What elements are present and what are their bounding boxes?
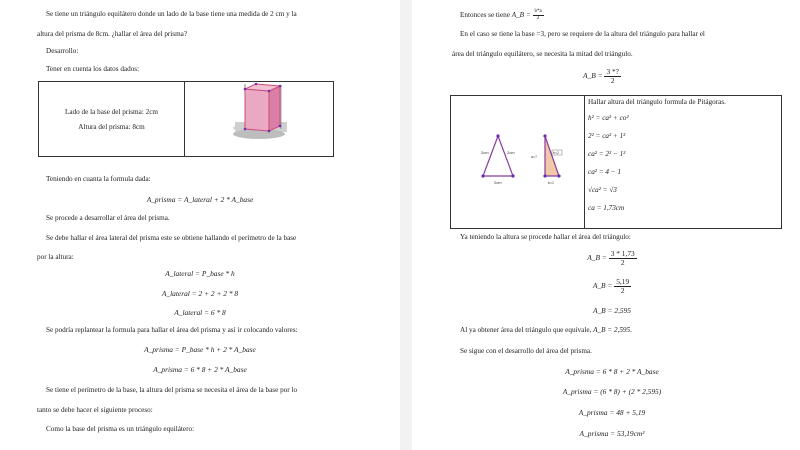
eq-ab-2-num: 5,19 [616, 277, 630, 286]
page-gutter [400, 0, 412, 450]
desarrollo-label: Desarrollo: [46, 47, 79, 55]
pitagoras-step: ca = 1,73cm [588, 204, 625, 212]
eq-ab-lhs: A_B = [583, 71, 603, 81]
eq-final-4: A_prisma = 53,19cm² [579, 429, 645, 438]
pitagoras-steps [588, 114, 781, 212]
intro-line-1: Se tiene un triángulo equilátero donde un lado de la base tiene una medida de 2 cm y la [46, 10, 297, 18]
como-text: Como la base del prisma es un triángulo equilátero: [46, 425, 195, 433]
eq-prisma-2: A_prisma = 6 * 8 + 2 * A_base [153, 365, 247, 374]
eq-ab-3: A_B = 2,595 [592, 306, 632, 315]
equivale-value: A_B = 2,595. [593, 326, 632, 334]
formula-main: A_prisma = A_lateral + 2 * A_base [146, 195, 254, 204]
tri-left-label: 2cm [481, 150, 489, 155]
eq-final-3: A_prisma = 48 + 5,19 [578, 408, 646, 417]
eq-ab-base [562, 68, 642, 85]
sigue-text: Se sigue con el desarrollo del área del prisma. [460, 347, 592, 355]
prism-image-cell [185, 82, 334, 157]
data-table-text [39, 82, 185, 157]
formula-intro: Teniendo en cuanta la formula dada: [46, 175, 151, 183]
eq-final-2: A_prisma = (6 * 8) + (2 * 2,595) [562, 387, 662, 396]
eq-ab-den: 2 [610, 76, 615, 85]
perimetro-text-1: Se tiene el perímetro de la base, la altura del prisma se necesita el área de la base por lo [46, 386, 298, 394]
triangles-illustration [451, 96, 584, 226]
entonces-ab: A_B = [511, 11, 531, 20]
eq-ab-num: 3 *? [606, 67, 619, 76]
pitagoras-table [450, 95, 782, 229]
lado-base: Lado de la base del prisma: 2cm [64, 107, 158, 116]
tri-side-label: a=? [531, 155, 537, 159]
eq-ab-2-den: 2 [620, 286, 625, 295]
eq-ab-fraction [604, 68, 621, 85]
entonces-frac-num: b*a [534, 9, 542, 14]
perimetro-text-2: tanto se debe hacer el siguiente proceso: [37, 406, 153, 414]
pitagoras-cell [585, 96, 782, 229]
data-table [38, 81, 334, 157]
tri-small-base-label: b=1 [548, 181, 554, 185]
caso-text-2: área del triángulo equilátero, se necesita la mitad del triángulo. [452, 50, 633, 58]
intro-line-2: altura del prisma de 8cm. ¿hallar el área del prisma? [37, 30, 188, 38]
lateral-text-1: Se debe hallar el área lateral del prisma este se obtiene hallando el perímetro de la base [46, 234, 297, 242]
eq-prisma-1: A_prisma = P_base * h + 2 * A_base [144, 345, 256, 354]
tri-right-label: 2cm [507, 150, 515, 155]
pitagoras-step: √ca² = √3 [588, 186, 617, 194]
procede-text: Se procede a desarrollar el área del prisma. [46, 214, 170, 222]
pitagoras-step: h² = ca² + co² [588, 114, 629, 122]
pitagoras-title: Hallar altura del triángulo formula de Pitágoras. [588, 98, 726, 106]
altura-prisma: Altura del prisma: 8cm [78, 122, 145, 131]
prism-illustration [185, 82, 333, 154]
tri-hyp-label: h=2 [553, 151, 559, 155]
eq-lateral-1: A_lateral = P_base * h [165, 269, 235, 278]
eq-lateral-2: A_lateral = 2 + 2 + 2 * 8 [161, 289, 239, 298]
pitagoras-step: ca² = 4 − 1 [588, 168, 622, 176]
altura-texto: Ya teniendo la altura se procede hallar el área del triángulo: [460, 233, 631, 241]
triangles-cell [451, 96, 585, 229]
eq-ab-1-num: 3 * 1,73 [610, 249, 635, 258]
equivale-text: Al ya obtener área del triángulo que equivale, [460, 326, 592, 334]
eq-ab-1-lhs: A_B = [587, 253, 607, 263]
entonces-frac-den: 2 [536, 16, 540, 21]
lateral-text-2: por la altura: [37, 253, 74, 261]
entonces-fraction [533, 9, 544, 22]
replantear-text: Se podría replantear la formula para hallar el área del prisma y así ir colocando valores: [46, 326, 298, 334]
entonces-line [460, 9, 544, 22]
eq-ab-1-den: 2 [620, 258, 625, 267]
entonces-text: Entonces se tiene [460, 11, 510, 20]
caso-text-1: En el caso se tiene la base =3, pero se requiere de la altura del triángulo para hallar el [460, 30, 705, 38]
pitagoras-step: ca² = 2² − 1² [588, 150, 626, 158]
eq-ab-2-lhs: A_B = [592, 281, 613, 291]
tener-cuenta: Tener en cuenta los datos dados: [46, 65, 140, 73]
eq-lateral-3: A_lateral = 6 * 8 [174, 308, 226, 317]
tri-base-label: 2cm [494, 180, 502, 185]
pitagoras-step: 2² = ca² + 1² [588, 132, 626, 140]
eq-final-1: A_prisma = 6 * 8 + 2 * A_base [565, 367, 659, 376]
